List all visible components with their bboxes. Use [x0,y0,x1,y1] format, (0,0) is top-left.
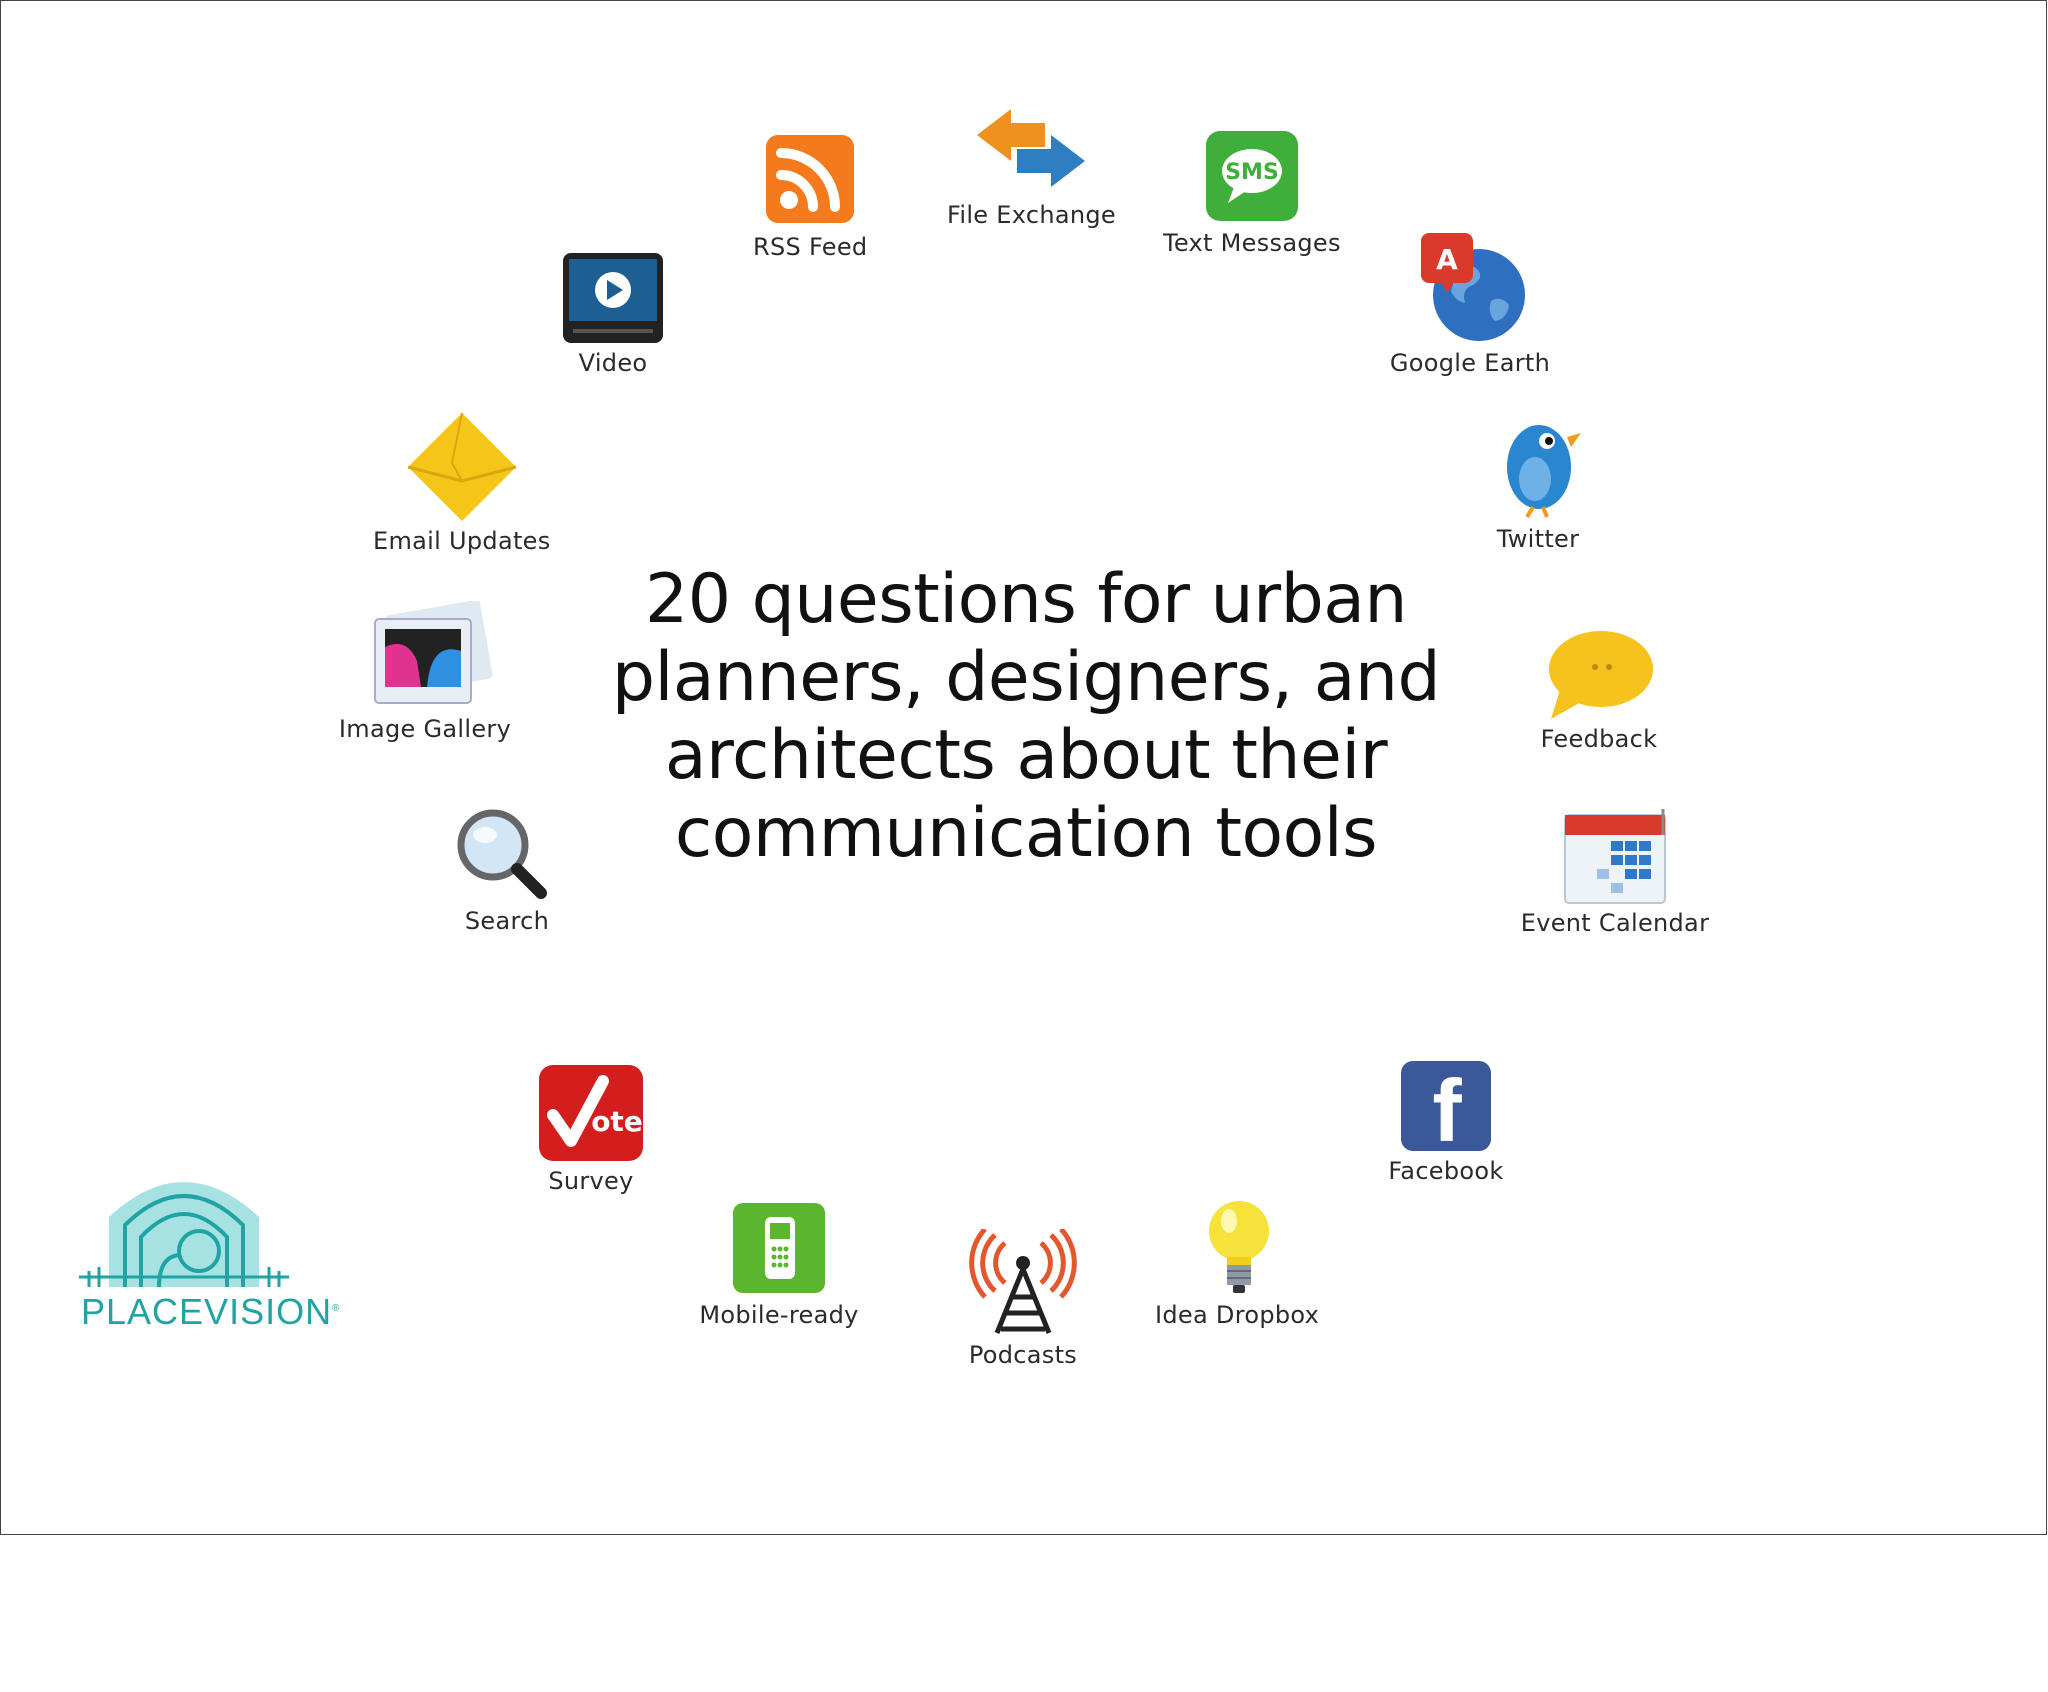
photos-icon [335,601,515,711]
tool-label: Survey [548,1167,634,1195]
tool-label: File Exchange [947,201,1116,229]
tool-video [553,251,673,377]
file-exchange-icon [971,105,1091,197]
sms-icon [1166,129,1338,225]
globe-icon [1387,229,1553,345]
tool-text-messages [1163,129,1341,257]
video-icon [553,251,673,345]
tool-label: Feedback [1540,725,1658,753]
title-line-4: communication tools [674,794,1378,873]
tool-event-calendar [1515,807,1715,937]
facebook-f: f [1432,1061,1462,1153]
vote-text: ote [591,1105,643,1138]
envelope-icon [376,411,548,523]
tool-feedback [1537,625,1661,753]
tool-label: Search [464,907,550,935]
sms-text: SMS [1225,160,1279,185]
tool-label: Facebook [1388,1157,1504,1185]
tool-email-updates [373,411,551,555]
title-line-3: architects about their [664,716,1388,795]
tool-label: Twitter [1496,525,1580,553]
placevision-logo [79,1167,289,1287]
tool-file-exchange [947,105,1116,229]
tool-twitter [1483,407,1593,553]
tool-label: RSS Feed [753,233,868,261]
tool-label: Text Messages [1163,229,1341,257]
tool-label: Image Gallery [338,715,512,743]
tool-label: Event Calendar [1520,909,1710,937]
mobile-phone-icon [699,1201,859,1297]
tool-mobile-ready [699,1201,859,1329]
logo-name: PLACEVISION [81,1291,333,1332]
title-line-1: 20 questions for urban [644,560,1408,639]
rss-icon [755,133,865,229]
tool-survey [535,1063,647,1195]
tool-google-earth [1387,229,1553,377]
tool-facebook [1381,1059,1511,1185]
slide-title [561,561,1491,873]
broadcast-tower-icon [961,1229,1085,1337]
earth-pin-letter: A [1436,243,1458,276]
speech-bubble-icon [1537,625,1661,721]
tool-label: Video [578,349,648,377]
bird-icon [1483,407,1593,521]
tool-label: Idea Dropbox [1155,1301,1320,1329]
tool-search [443,805,571,935]
tool-podcasts [961,1229,1085,1369]
tool-rss-feed [753,133,867,261]
title-line-2: planners, designers, and [611,638,1441,717]
tool-label: Email Updates [373,527,551,555]
calendar-icon [1515,807,1715,905]
tool-idea-dropbox [1155,1199,1319,1329]
tool-label: Podcasts [968,1341,1078,1369]
lightbulb-icon [1157,1199,1317,1297]
magnifier-icon [443,805,571,903]
facebook-icon [1381,1059,1511,1153]
tool-image-gallery [335,601,515,743]
tool-label: Mobile-ready [699,1301,859,1329]
tool-label: Google Earth [1389,349,1551,377]
vote-icon [535,1063,647,1163]
registered-mark: ® [332,1303,341,1314]
placevision-wordmark [81,1291,340,1333]
